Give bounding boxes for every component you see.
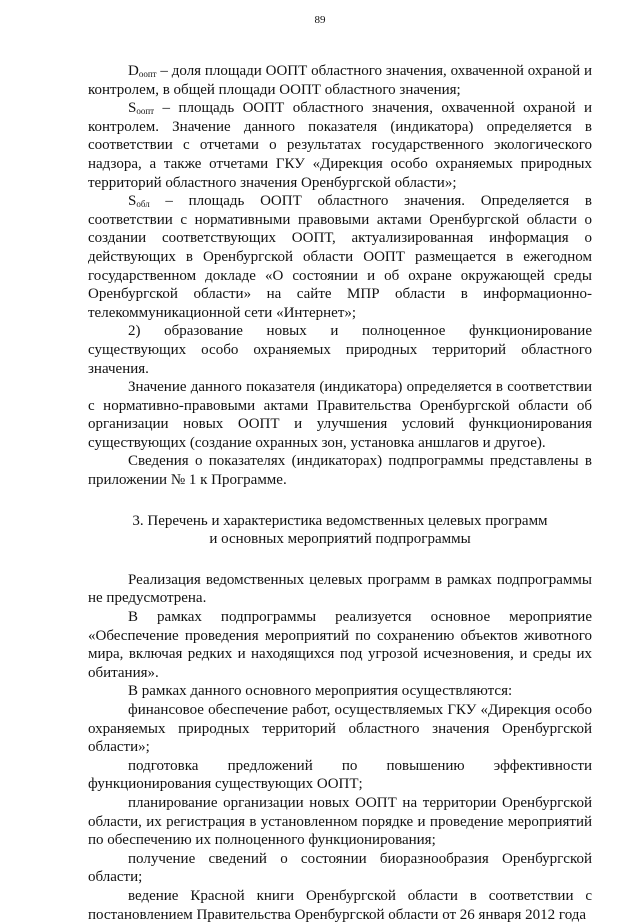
section-heading-line-2: и основных мероприятий подпрограммы <box>209 531 471 548</box>
list-item: ведение Красной книги Оренбургской области в соответствии с постановлением Правительства Оренбургской области от 26 января 2012 года <box>88 887 592 923</box>
paragraph: В рамках данного основного мероприятия осуществляются: <box>128 683 513 700</box>
symbol-subscript: обл <box>136 199 150 210</box>
paragraph-s-obl <box>88 192 592 322</box>
section-heading <box>88 512 592 549</box>
list-item: получение сведений о состоянии биоразнообразия Оренбургской области; <box>88 850 592 886</box>
paragraph: В рамках подпрограммы реализуется основное мероприятие «Обеспечение проведения мероприятий по сохранению объектов животного мира, включая редких и находящихся под угрозой исчезновения, и среды их обитания». <box>88 609 592 681</box>
paragraph: Реализация ведомственных целевых программ в рамках подпрограммы не предусмотрена. <box>88 571 592 607</box>
symbol-subscript: оопт <box>136 106 155 117</box>
list-item: планирование организации новых ООПТ на территории Оренбургской области, их регистрация в установленном порядке и проведение мероприятий по обеспечению их полноценного функционирования; <box>88 794 592 849</box>
body-text <box>88 62 592 924</box>
symbol: S <box>128 100 137 117</box>
symbol: D <box>128 63 139 79</box>
list-item: финансовое обеспечение работ, осуществляемых ГКУ «Дирекция особо охраняемых природных территорий областного значения Оренбургской области»; <box>88 702 592 756</box>
symbol-subscript: оопт <box>138 69 157 79</box>
section-heading-line-1: 3. Перечень и характеристика ведомственных целевых программ <box>132 512 548 529</box>
paragraph: Сведения о показателях (индикаторах) подпрограммы представлены в приложении № 1 к Программе. <box>88 453 592 489</box>
paragraph-s-oopt <box>88 99 592 192</box>
paragraph-text: – доля площади ООПТ областного значения, охваченной охраной и контролем, в общей площади ООПТ областного значения; <box>88 63 592 98</box>
paragraph-text: – площадь ООПТ областного значения. Определяется в соответствии с нормативными правовыми актами Оренбургской области о создании соответствующих ООПТ, актуализированная информация о действующих в Оренбургской области ООПТ размещается в ежегодном государственном докладе «О состоянии и об охране окружающей среды Оренбургской области» на сайте МПР области в информационно-телекоммуникационной сети «Интернет»; <box>88 193 592 321</box>
paragraph-text: – площадь ООПТ областного значения, охваченной охраной и контролем. Значение данного показателя (индикатора) определяется в соответствии с отчетами о результатах государственного экологического надзора, а также отчетами ГКУ «Дирекция особо охраняемых природных территорий областного значения Оренбургской области»; <box>88 100 592 191</box>
paragraph: Значение данного показателя (индикатора) определяется в соответствии с нормативно-правовыми актами Правительства Оренбургской области об организации новых ООПТ и улучшения условий функционирования существующих (создание охранных зон, установка аншлагов и другое). <box>88 379 592 451</box>
paragraph-d-oopt <box>88 62 592 99</box>
list-item: подготовка предложений по повышению эффективности функционирования существующих ООПТ; <box>88 757 592 793</box>
page-number: 89 <box>314 14 326 26</box>
paragraph: 2) образование новых и полноценное функционирование существующих особо охраняемых природных территорий областного значения. <box>88 323 592 377</box>
symbol: S <box>128 193 137 210</box>
